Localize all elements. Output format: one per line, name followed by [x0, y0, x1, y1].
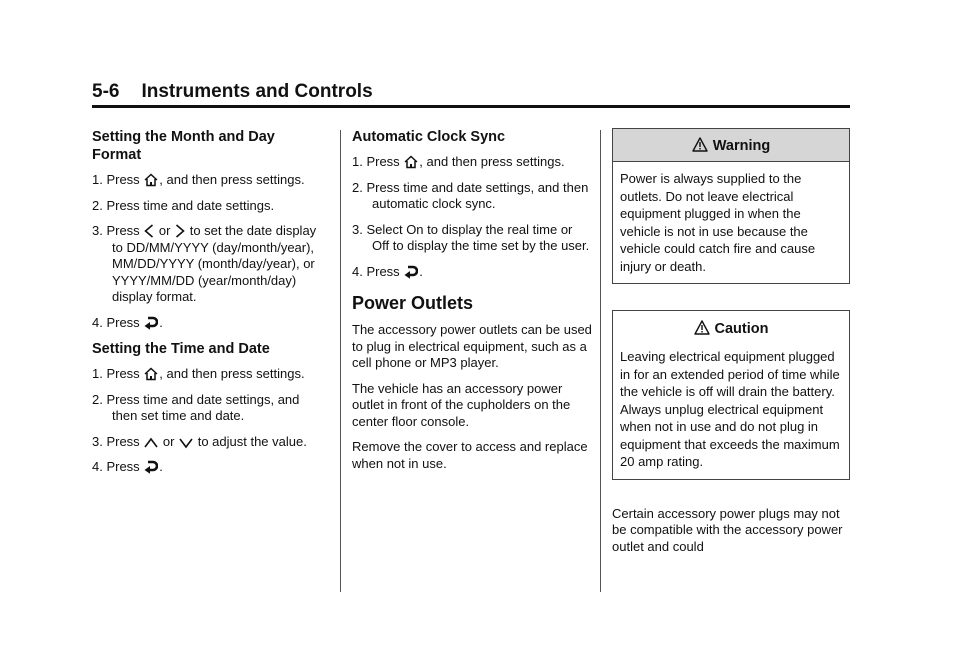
- heading-power-outlets: Power Outlets: [352, 293, 474, 313]
- page-header: [92, 80, 850, 104]
- column-divider-1: [340, 130, 341, 592]
- column-1: [92, 128, 324, 485]
- heading-automatic-clock-sync: Automatic Clock Sync: [352, 129, 506, 145]
- home-icon: [144, 173, 158, 187]
- warning-box: [612, 128, 850, 284]
- list-item: 3. Press or to set the date display to DD/MM/YYYY (day/month/year), MM/DD/YYYY (month/day/year), or YYYY/MM/DD (year/month/day) display format.: [92, 223, 317, 304]
- header-rule: [92, 105, 850, 108]
- caution-header: [613, 311, 849, 340]
- list-item: 1. Press , and then press settings.: [352, 154, 565, 169]
- paragraph: The vehicle has an accessory power outlet in front of the cupholders on the center floor console.: [352, 380, 571, 429]
- caution-title: Caution: [714, 321, 769, 337]
- warning-icon: [692, 137, 708, 152]
- list-item: 2. Press time and date settings.: [92, 197, 275, 213]
- warning-text: Power is always supplied to the outlets. Do not leave electrical equipment plugged in when the vehicle is not in use because the vehicle could catch fire and cause injury or death.: [620, 171, 816, 274]
- paragraph: Certain accessory power plugs may not be compatible with the accessory power outlet and could: [612, 505, 843, 554]
- paragraph: The accessory power outlets can be used to plug in electrical equipment, such as a cell phone or MP3 player.: [352, 322, 592, 370]
- back-icon: [404, 265, 418, 279]
- home-icon: [404, 155, 418, 169]
- heading-month-day-format: Setting the Month and Day Format: [92, 129, 275, 163]
- back-icon: [144, 460, 158, 474]
- steps-time-and-date: [92, 366, 324, 476]
- list-item: 2. Press time and date settings, and then set time and date.: [92, 391, 300, 423]
- header-title: [92, 80, 850, 104]
- list-item: 2. Press time and date settings, and then automatic clock sync.: [352, 179, 589, 211]
- warning-header: [613, 129, 849, 162]
- paragraph: Remove the cover to access and replace when not in use.: [352, 439, 588, 471]
- chevron-right-icon: [175, 224, 185, 238]
- list-item: 1. Press , and then press settings.: [92, 366, 305, 381]
- home-icon: [144, 367, 158, 381]
- warning-title: Warning: [712, 138, 771, 154]
- list-item: 3. Select On to display the real time or Off to display the time set by the user.: [352, 221, 590, 253]
- caution-box: [612, 310, 850, 480]
- section-title: Instruments and Controls: [141, 81, 373, 102]
- list-item: 4. Press .: [92, 459, 163, 474]
- column-divider-2: [600, 130, 601, 592]
- back-icon: [144, 316, 158, 330]
- list-item: 4. Press .: [92, 314, 163, 330]
- page-number: 5-6: [92, 81, 120, 102]
- list-item: 1. Press , and then press settings.: [92, 172, 305, 187]
- chevron-left-icon: [144, 224, 154, 238]
- steps-month-day-format: [92, 172, 324, 331]
- list-item: 3. Press or to adjust the value.: [92, 433, 307, 449]
- list-item: 4. Press .: [352, 263, 423, 279]
- column-3: [612, 128, 850, 564]
- caution-icon: [694, 320, 710, 335]
- column-2: [352, 128, 592, 481]
- chevron-down-icon: [179, 437, 193, 449]
- caution-text: Leaving electrical equipment plugged in for an extended period of time while the vehicle is off will drain the battery. Always unplug electrical equipment when not in use and do not plug in equipment that exceeds the maximum 20 amp rating.: [620, 349, 840, 469]
- heading-time-and-date: Setting the Time and Date: [92, 341, 270, 357]
- steps-automatic-clock-sync: [352, 154, 592, 280]
- chevron-up-icon: [144, 437, 158, 449]
